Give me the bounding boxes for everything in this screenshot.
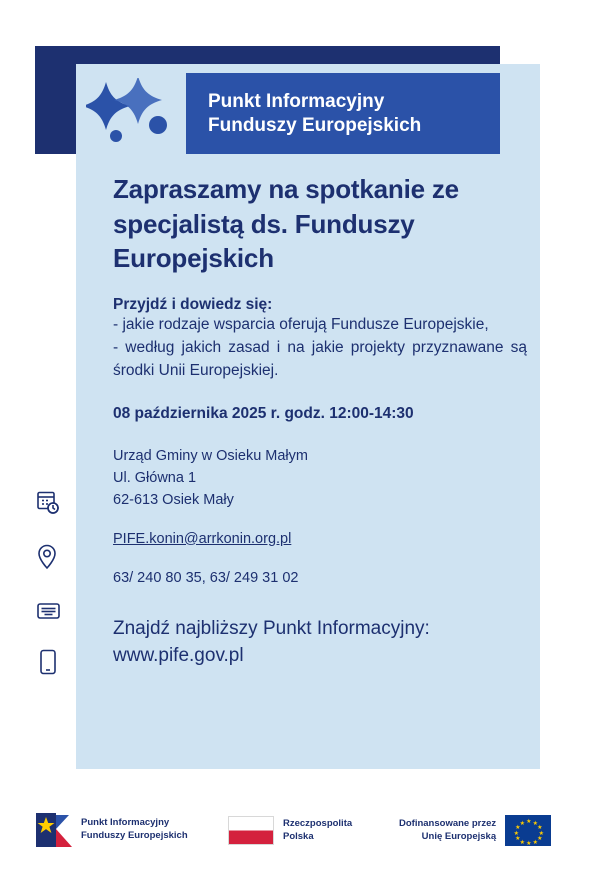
bullet-item: - jakie rodzaje wsparcia oferują Fundusze Europejskie, [113,315,489,333]
eu-logo-line-2: Unię Europejską [421,830,497,842]
eu-logo-line-1: Dofinansowane przez [399,817,497,829]
address-line: Ul. Główna 1 [113,469,197,486]
find-nearest-block [113,616,527,670]
event-address [113,445,527,511]
keyboard-icon [36,600,62,628]
footer-logo-bar [0,795,604,884]
contact-phone: 63/ 240 80 35, 63/ 249 31 02 [113,569,299,586]
find-nearest-url[interactable]: www.pife.gov.pl [113,644,244,666]
poland-flag-logo [228,816,352,845]
calendar-icon [36,490,62,518]
pife-logo-line-1: Punkt Informacyjny [81,817,170,829]
poland-logo-line-2: Polska [283,830,314,842]
bullet-item: - według jakich zasad i na jakie projekty przyznawane są środki Unii Europejskiej. [113,338,527,379]
pife-logo-line-2: Funduszy Europejskich [81,830,188,841]
eu-flag-icon: ★ ★ ★ ★ ★ ★ ★ ★ ★ ★ ★ ★ [505,815,551,846]
stars-decoration-icon [86,78,182,148]
poster-content [113,172,527,670]
page-title: Zapraszamy na spotkanie ze specjalistą ds. Funduszy Europejskich [113,174,459,274]
poland-flag-icon [228,816,274,845]
brand-header [186,73,500,154]
contact-email-link[interactable]: PIFE.konin@arrkonin.org.pl [113,530,292,547]
address-line: Urząd Gminy w Osieku Małym [113,447,308,464]
mobile-phone-icon [38,648,64,676]
find-nearest-label: Znajdź najbliższy Punkt Informacyjny: [113,617,430,639]
event-datetime: 08 października 2025 r. godz. 12:00-14:30 [113,404,414,422]
brand-line-1: Punkt Informacyjny [208,90,385,112]
brand-line-2: Funduszy Europejskich [208,114,422,136]
location-pin-icon [36,543,62,571]
pife-logo [36,813,188,847]
pife-mark-icon [36,813,72,847]
poland-logo-line-1: Rzeczpospolita [283,817,353,829]
address-line: 62-613 Osiek Mały [113,491,234,508]
eu-funding-logo [399,815,551,846]
invite-heading: Przyjdź i dowiedz się: [113,295,273,313]
